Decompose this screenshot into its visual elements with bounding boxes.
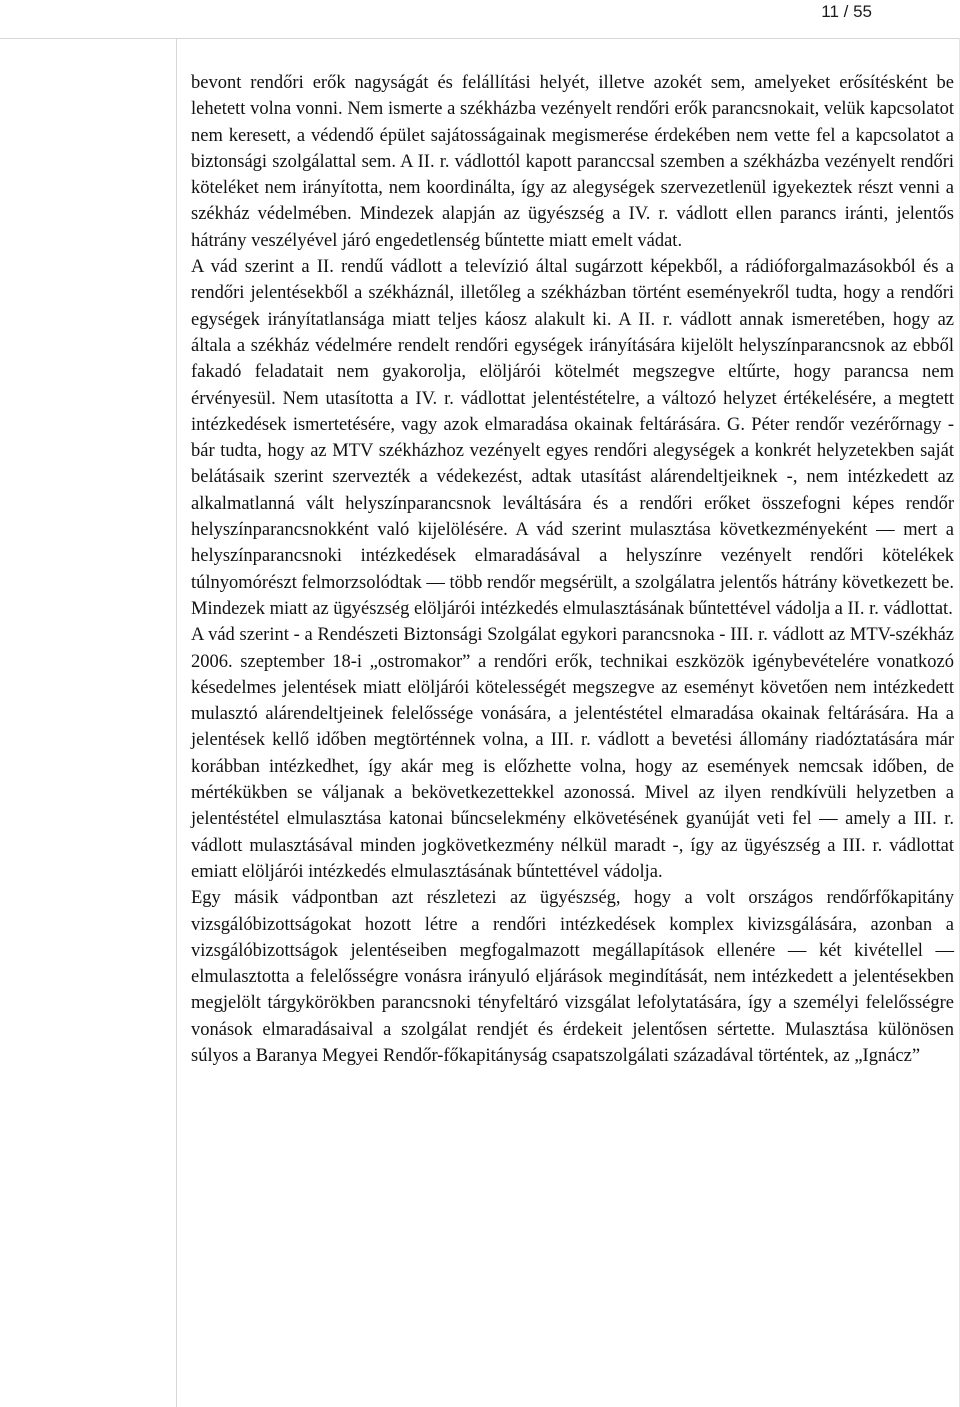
header-divider <box>0 38 960 39</box>
page-number: 11 / 55 <box>821 2 872 21</box>
paragraph-1: bevont rendőri erők nagyságát és felállítási helyét, illetve azokét sem, amelyeket erősítésként be lehetett volna vonni. Nem ismerte a székházba vezényelt rendőri erők parancsnokait, velük kapcsolatot nem keresett, a védendő épület sajátosságainak megismerése érdekében nem vette fel a kapcsolatot a biztonsági szolgálattal sem. A II. r. vádlottól kapott paranccsal szemben a székházba vezényelt rendőri köteléket nem irányította, nem koordinálta, így az alegységek szervezetlenül igyekeztek részt venni a székház védelmében. Mindezek alapján az ügyészség a IV. r. vádlott ellen parancs iránti, jelentős hátrány veszélyével járó engedetlenség bűntette miatt emelt vádat. <box>191 73 954 251</box>
paragraph-2: A vád szerint a II. rendű vádlott a televízió által sugárzott képekből, a rádióforgalmazásokból és a rendőri jelentésekből a székháznál, illetőleg a székházban történt eseményekről tudta, hogy a rendőri egységek irányítatlansága miatt teljes káosz alakult ki. A II. r. vádlott annak ismeretében, hogy az általa a székház védelmére rendelt rendőri egységek irányítására kijelölt helyszínparancsnok az ebből fakadó feladatait nem gyakorolja, elöljárói kötelmét megszegve eltűrte, hogy parancsa nem érvényesül. Nem utasította a IV. r. vádlottat jelentéstételre, a változó helyzet értékelésére, a megtett intézkedések ismertetésére, vagy azok elmaradása okainak feltárására. G. Péter rendőr vezérőrnagy - bár tudta, hogy az MTV székházhoz vezényelt egyes rendőri alegységek a konkrét helyzetekben saját belátásaik szerint szervezték a védekezést, adtak utasítást alárendeltjeiknek -, nem intézkedett az alkalmatlanná vált helyszínparancsnok leváltására és a rendőri erőket összefogni képes rendőr helyszínparancsnokként való kijelölésére. A vád szerint mulasztása következményeként — mert a helyszínparancsnoki intézkedések elmaradásával a helyszínre vezényelt rendőri kötelékek túlnyomórészt felmorzsolódtak — több rendőr megsérült, a szolgálatra jelentős hátrány következett be. Mindezek miatt az ügyészség elöljárói intézkedés elmulasztásának bűntettével vádolja a II. r. vádlottat. <box>191 257 954 619</box>
paragraph-3: A vád szerint - a Rendészeti Biztonsági Szolgálat egykori parancsnoka - III. r. vádlott az MTV-székház 2006. szeptember 18-i „ostromakor” a rendőri erők, technikai eszközök igénybevételére vonatkozó késedelmes jelentések miatt elöljárói kötelességét megszegve az eseményt követően nem intézkedett mulasztó alárendeltjeinek felelőssége vonására, a jelentéstétel elmaradása okainak feltárására. Ha a jelentések kellő időben megtörténnek volna, a III. r. vádlott a bevetési állomány riadóztatására már korábban intézkedhet, így akár meg is előzhette volna, hogy az események nemcsak időben, de mértékükben se váljanak a bekövetkezettekkel azonossá. Mivel az ilyen rendkívüli helyzetben a jelentéstétel elmulasztása katonai bűncselekmény elkövetésének gyanúját veti fel — amely a III. r. vádlott mulasztásával minden jogkövetkezmény nélkül maradt -, így az ügyészség a III. r. vádlottat emiatt elöljárói intézkedés elmulasztásának bűntettével vádolja. <box>191 625 954 882</box>
document-body <box>191 70 954 1069</box>
left-margin-line <box>176 38 177 1407</box>
paragraph-4: Egy másik vádpontban azt részletezi az ügyészség, hogy a volt országos rendőrfőkapitány vizsgálóbizottságokat hozott létre a rendőri intézkedések komplex kivizsgálására, azonban a vizsgálóbizottságok jelentéseiben megfogalmazott megállapítások ellenére — két kivétellel — elmulasztotta a felelősségre vonásra irányuló eljárások megindítását, nem intézkedett a jelentésekben megjelölt tárgykörökben parancsnoki tényfeltáró vizsgálat lefolytatására, így a személyi felelősségre vonások elmaradásaival a szolgálat rendjét és érdekeit jelentősen sértette. Mulasztása különösen súlyos a Baranya Megyei Rendőr-főkapitányság csapatszolgálati századával történtek, az „Ignácz” <box>191 888 954 1066</box>
